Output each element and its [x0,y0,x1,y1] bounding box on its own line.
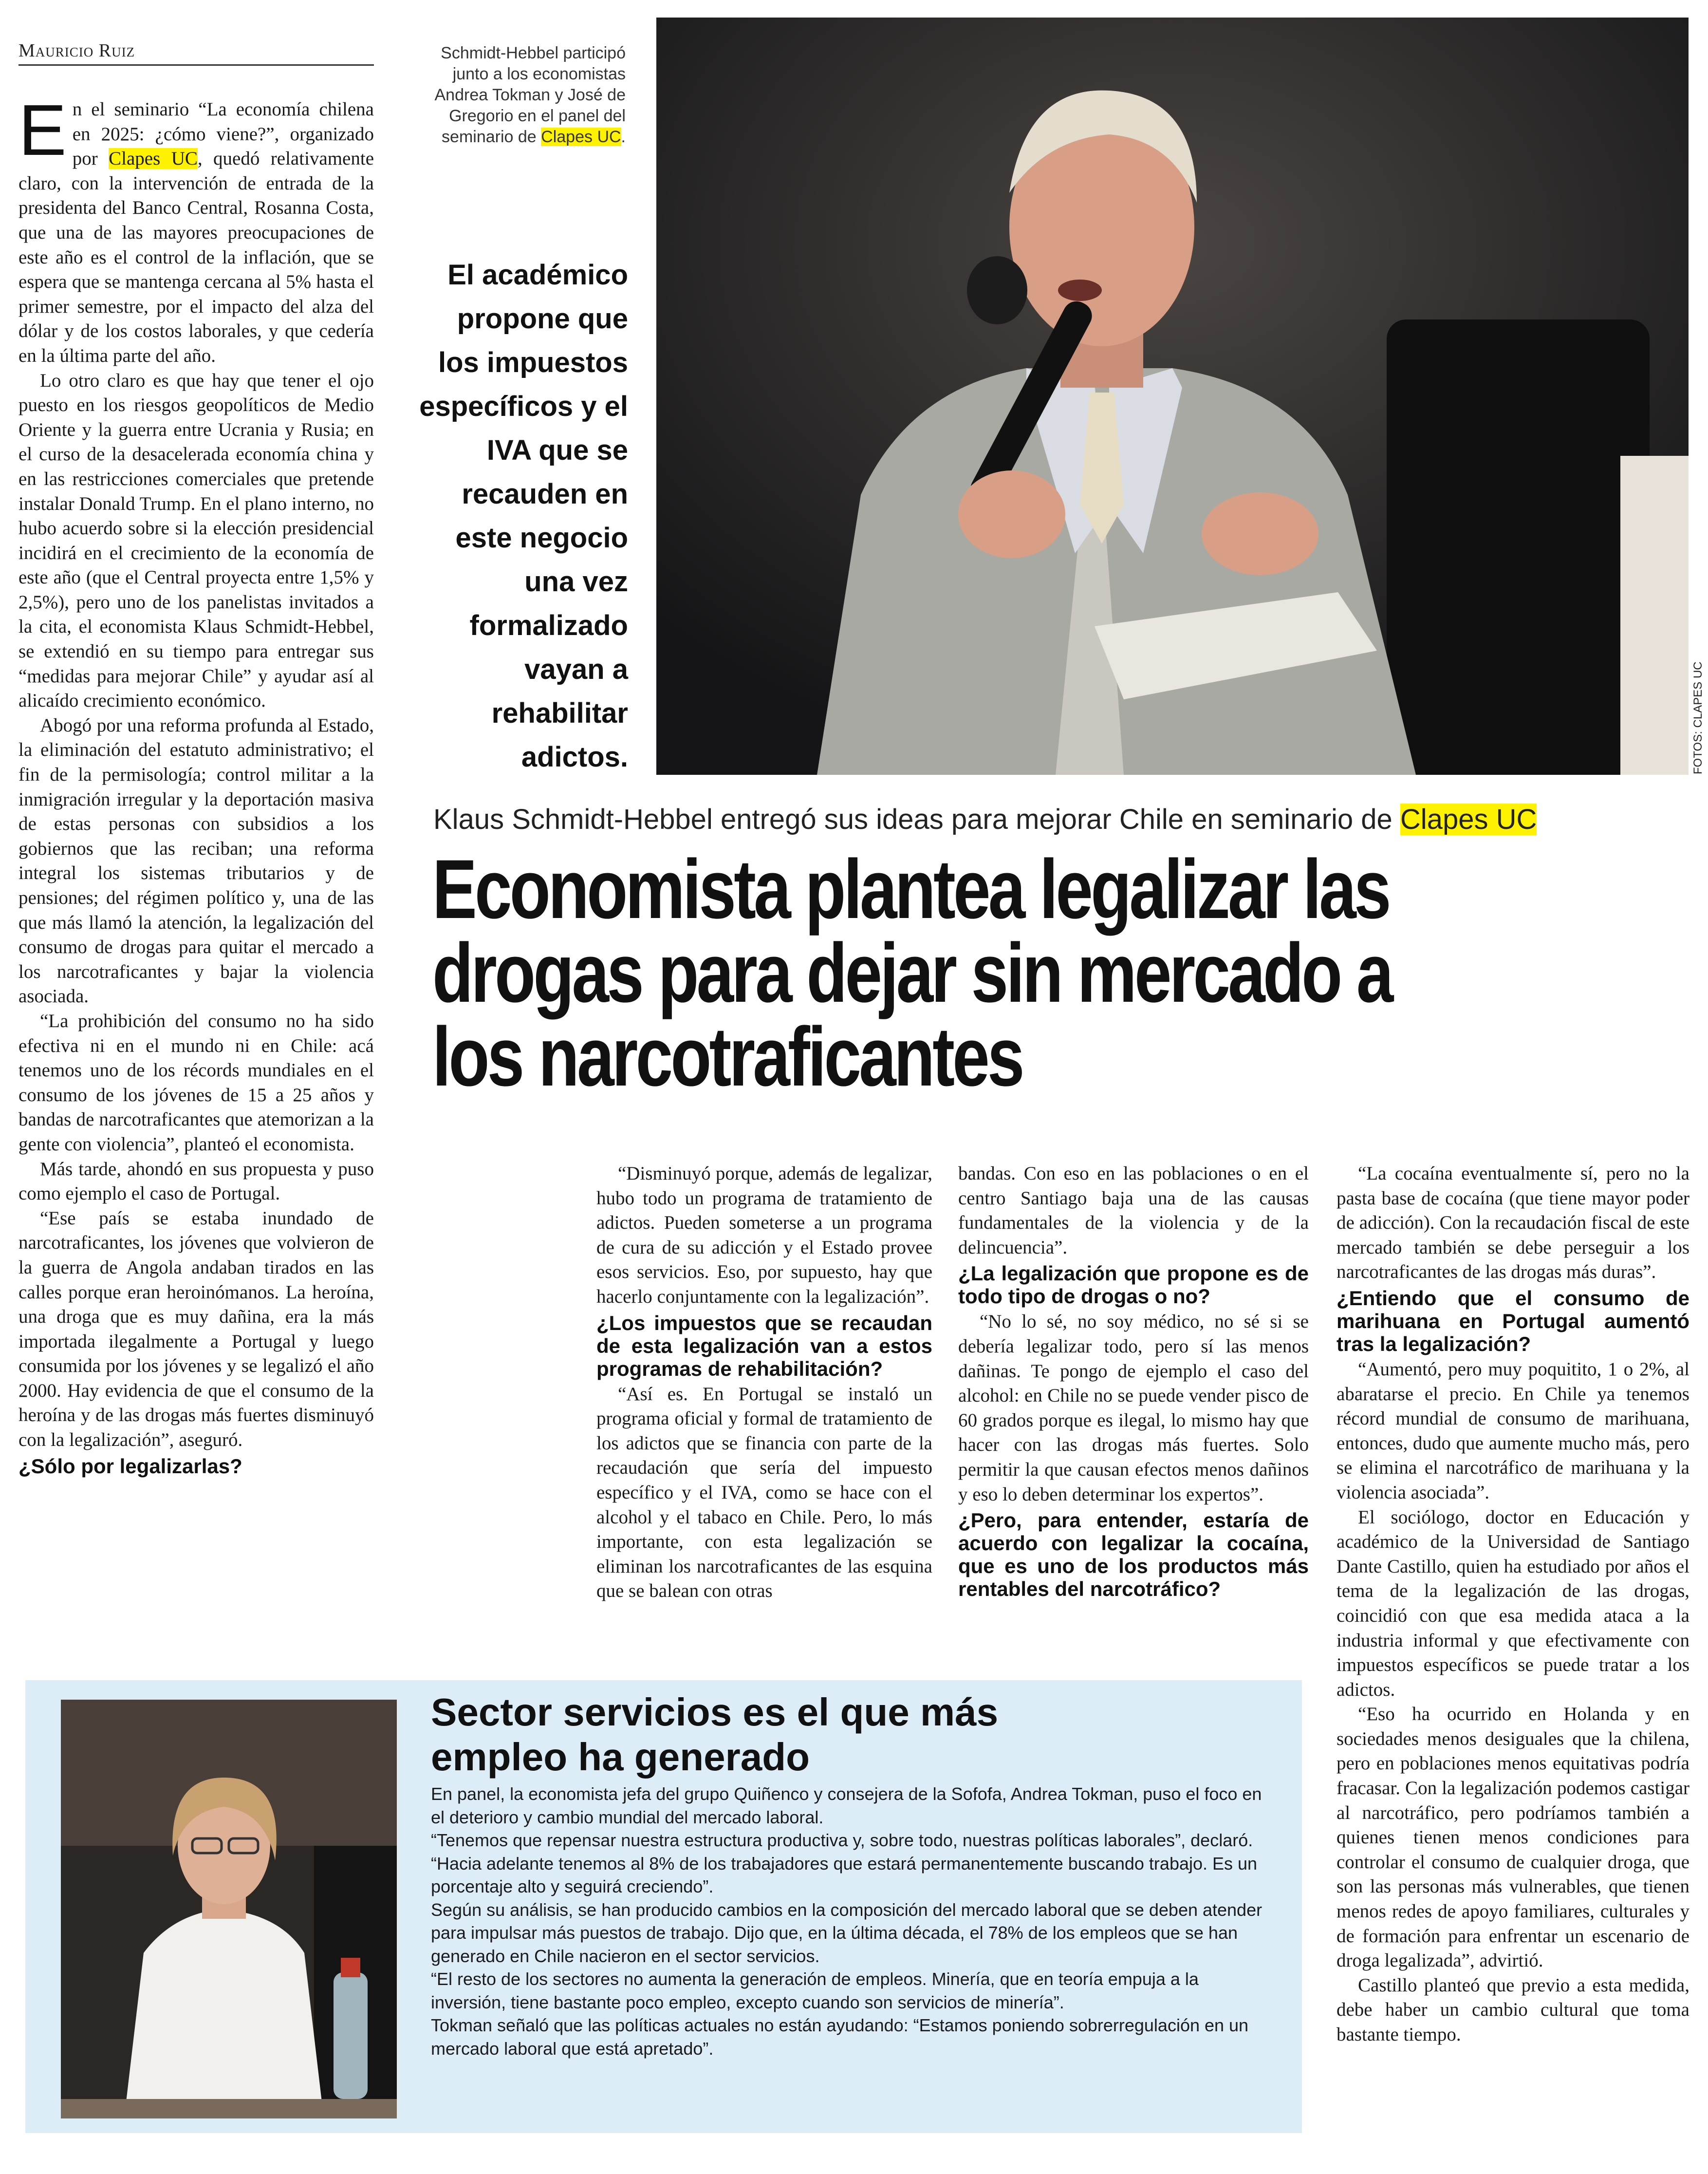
photo-caption: Schmidt-Hebbel participó junto a los economistas Andrea Tokman y José de Gregorio en el panel del seminario de Clapes UC. [434,44,626,146]
sidebar-text [431,1782,1278,2060]
article-column-3 [958,1162,1309,1602]
article-column-1 [19,90,374,1480]
article-column-4 [1337,1162,1689,2047]
interview-question: ¿Entiendo que el consumo de marihuana en Portugal aumentó tras la legalización? [1337,1286,1689,1355]
paragraph: El sociólogo, doctor en Educación y académico de la Universidad de Santiago Dante Castillo, quien ha estudiado por años el tema de la legalización de las drogas, coincidió con que esa medida ataca a la industria informal y que efectivamente con impuestos específicos se puede tratar a los adictos. [1337,1506,1689,1700]
interview-question: ¿La legalización que propone es de todo tipo de drogas o no? [958,1262,1309,1308]
paragraph: “No lo sé, no soy médico, no sé si se debería legalizar todo, pero sí las menos dañinas. Te pongo de ejemplo el caso del alcohol: en Chile no se puede vender pisco de 60 grados porque es ilegal, lo mismo hay que hacer con las drogas más fuertes. Solo permitir la que causan efectos menos dañinos y eso lo deben determinar los expertos”. [958,1311,1309,1505]
paragraph: Abogó por una reforma profunda al Estado, la eliminación del estatuto administrativo; el fin de la permisología; control militar a la inmigración irregular y la deportación masiva de estas personas con subsidios a los gobiernos que las reciban; una reforma integral los sistemas tributarios y de pensiones; del régimen político y, una de las que más llamó la atención, la legalización del consumo de drogas para quitar el mercado a los narcotraficantes y bajar la violencia asociada. [19,714,374,1007]
byline: Mauricio Ruiz [19,40,374,66]
headline-line: Economista plantea legalizar las [432,843,1389,936]
paragraph: “Eso ha ocurrido en Holanda y en sociedades menos desiguales que la chilena, pero en poblaciones menos equitativas podría fracasar. Con la legalización podemos castigar al narcotráfico, pero podríamos también a quienes tienen menos condiciones para controlar el consumo de cualquier droga, que son las personas más vulnerables, que tienen menos redes de apoyo familiares, culturales y de formación para enfrentar un escenario de droga legalizada”, advirtió. [1337,1704,1689,1971]
paragraph: Según su análisis, se han producido cambios en la composición del mercado laboral que se deben atender para impulsar más puestos de trabajo. Dijo que, en la última década, el 78% de los empleos que se han generado en Chile nacieron en el sector servicios. [431,1899,1262,1966]
highlight-clapes: Clapes UC [1400,804,1537,835]
headline-line: drogas para dejar sin mercado a [432,926,1392,1020]
kicker: Klaus Schmidt-Hebbel entregó sus ideas para mejorar Chile en seminario de Clapes UC [433,804,1537,835]
speaker-illustration [656,18,1689,775]
paragraph: Más tarde, ahondó en sus propuesta y puso como ejemplo el caso de Portugal. [19,1158,374,1204]
interview-question: ¿Sólo por legalizarlas? [19,1454,242,1478]
highlight-clapes: Clapes UC [541,128,621,146]
paragraph: Lo otro claro es que hay que tener el ojo puesto en los riesgos geopolíticos de Medio Oriente y la guerra entre Ucrania y Rusia; en el curso de la desacelerada economía china y en las restricciones comerciales que pretende instalar Donald Trump. En el plano interno, no hubo acuerdo sobre si la elección presidencial incidirá en el crecimiento de la economía de este año (que el Central proyecta entre 1,5% y 2,5%), pero uno de los panelistas invitados a la cita, el economista Klaus Schmidt-Hebbel, se extendió en su tiempo para entregar sus “medidas para mejorar Chile” y ayudar así al alicaído crecimiento económico. [19,370,374,712]
paragraph: Tokman señaló que las políticas actuales no están ayudando: “Estamos poniendo sobrerregulación en un mercado laboral que está apretado”. [431,2015,1249,2059]
paragraph: “Aumentó, pero muy poquitito, 1 o 2%, al abaratarse el precio. En Chile ya tenemos récord mundial de consumo de marihuana, entonces, dudo que aumente mucho más, pero se elimina el narcotráfico de marihuana y la violencia asociada”. [1337,1358,1689,1503]
paragraph: bandas. Con eso en las poblaciones o en el centro Santiago baja una de las causas fundamentales de la violencia y de la delincuencia”. [958,1163,1309,1258]
paragraph: “El resto de los sectores no aumenta la generación de empleos. Minería, que en teoría empuja a la inversión, tiene bastante poco empleo, excepto cuando son servicios de minería”. [431,1969,1199,2012]
interview-question: ¿Los impuestos que se recaudan de esta legalización van a estos programas de rehabilitación? [596,1311,932,1380]
highlight-clapes: Clapes UC [109,148,198,169]
interview-question: ¿Pero, para entender, estaría de acuerdo con legalizar la cocaína, que es uno de los productos más rentables del narcotráfico? [958,1509,1309,1601]
article-column-2 [596,1162,932,1604]
paragraph: “La prohibición del consumo no ha sido efectiva ni en el mundo ni en Chile: acá tenemos uno de los récords mundiales en el consumo de los jóvenes de 15 a 25 años y bandas de narcotraficantes que atemorizan a la gente con violencia”, planteó el economista. [19,1010,374,1155]
paragraph: “Disminuyó porque, además de legalizar, hubo todo un programa de tratamiento de adictos. Pueden someterse a un programa de cura de su adicción y el Estado provee esos servicios. Eso, por supuesto, hay que hacerlo conjuntamente con la legalización”. [596,1163,932,1307]
sidebar-title: Sector servicios es el que más empleo ha generado [431,1690,999,1779]
photo-credit: FOTOS: CLAPES UC [1691,661,1705,774]
drop-cap: E [19,90,67,170]
headline [432,843,1445,1104]
paragraph: En el seminario “La economía chilena en 2025: ¿cómo viene?”, organizado por Clapes UC, quedó relativamente claro, con la intervención de entrada de la presidenta del Banco Central, Rosanna Costa, que una de las mayores preocupaciones de este año es el control de la inflación, que se espera que se mantenga cercana al 5% hasta el primer semestre, por el impacto del alza del dólar y de los costos laborales, y que cedería en la última parte del año. [19,90,374,366]
panelist-illustration [61,1700,397,2118]
paragraph: Castillo planteó que previo a esta medida, debe haber un cambio cultural que toma bastante tiempo. [1337,1974,1689,2045]
paragraph: “Ese país se estaba inundado de narcotraficantes, los jóvenes que volvieron de la guerra de Angola andaban tirados en las calles porque eran heroinómanos. La heroína, una droga que es muy dañina, era la más importada ilegalmente a Portugal y luego consumida por los jóvenes y se legalizó el año 2000. Hay evidencia de que el consumo de la heroína y de las drogas más fuertes disminuyó con la legalización”, aseguró. [19,1207,374,1451]
tokman-photo [61,1700,397,2118]
paragraph: “Tenemos que repensar nuestra estructura productiva y, sobre todo, nuestras políticas laborales”, declaró. “Hacia adelante tenemos al 8% de los trabajadores que estará permanentemente buscando trabajo. Es un porcentaje alto y seguirá creciendo”. [431,1830,1258,1896]
paragraph: “Así es. En Portugal se instaló un programa oficial y formal de tratamiento de los adictos que se financia con parte de la recaudación que sería del impuesto específico y el IVA, como se hace con el alcohol y el tabaco en Chile. Pero, lo más importante, con esta legalización se eliminan los narcotraficantes de las esquina que se balean con otras [596,1383,932,1602]
paragraph: “La cocaína eventualmente sí, pero no la pasta base de cocaína (que tiene mayor poder de adicción). Con la recaudación fiscal de este mercado también se debe perseguir a los narcotraficantes de las drogas más duras”. [1337,1163,1689,1283]
main-photo [656,18,1689,775]
paragraph: En panel, la economista jefa del grupo Quiñenco y consejera de la Sofofa, Andrea Tokman, puso el foco en el deterioro y cambio mundial del mercado laboral. [431,1784,1262,1827]
pull-quote: El académico propone que los impuestos específicos y el IVA que se recauden en este negocio una vez formalizado vayan a rehabilitar adictos. [419,259,628,773]
headline-line: los narcotraficantes [432,1010,1022,1104]
